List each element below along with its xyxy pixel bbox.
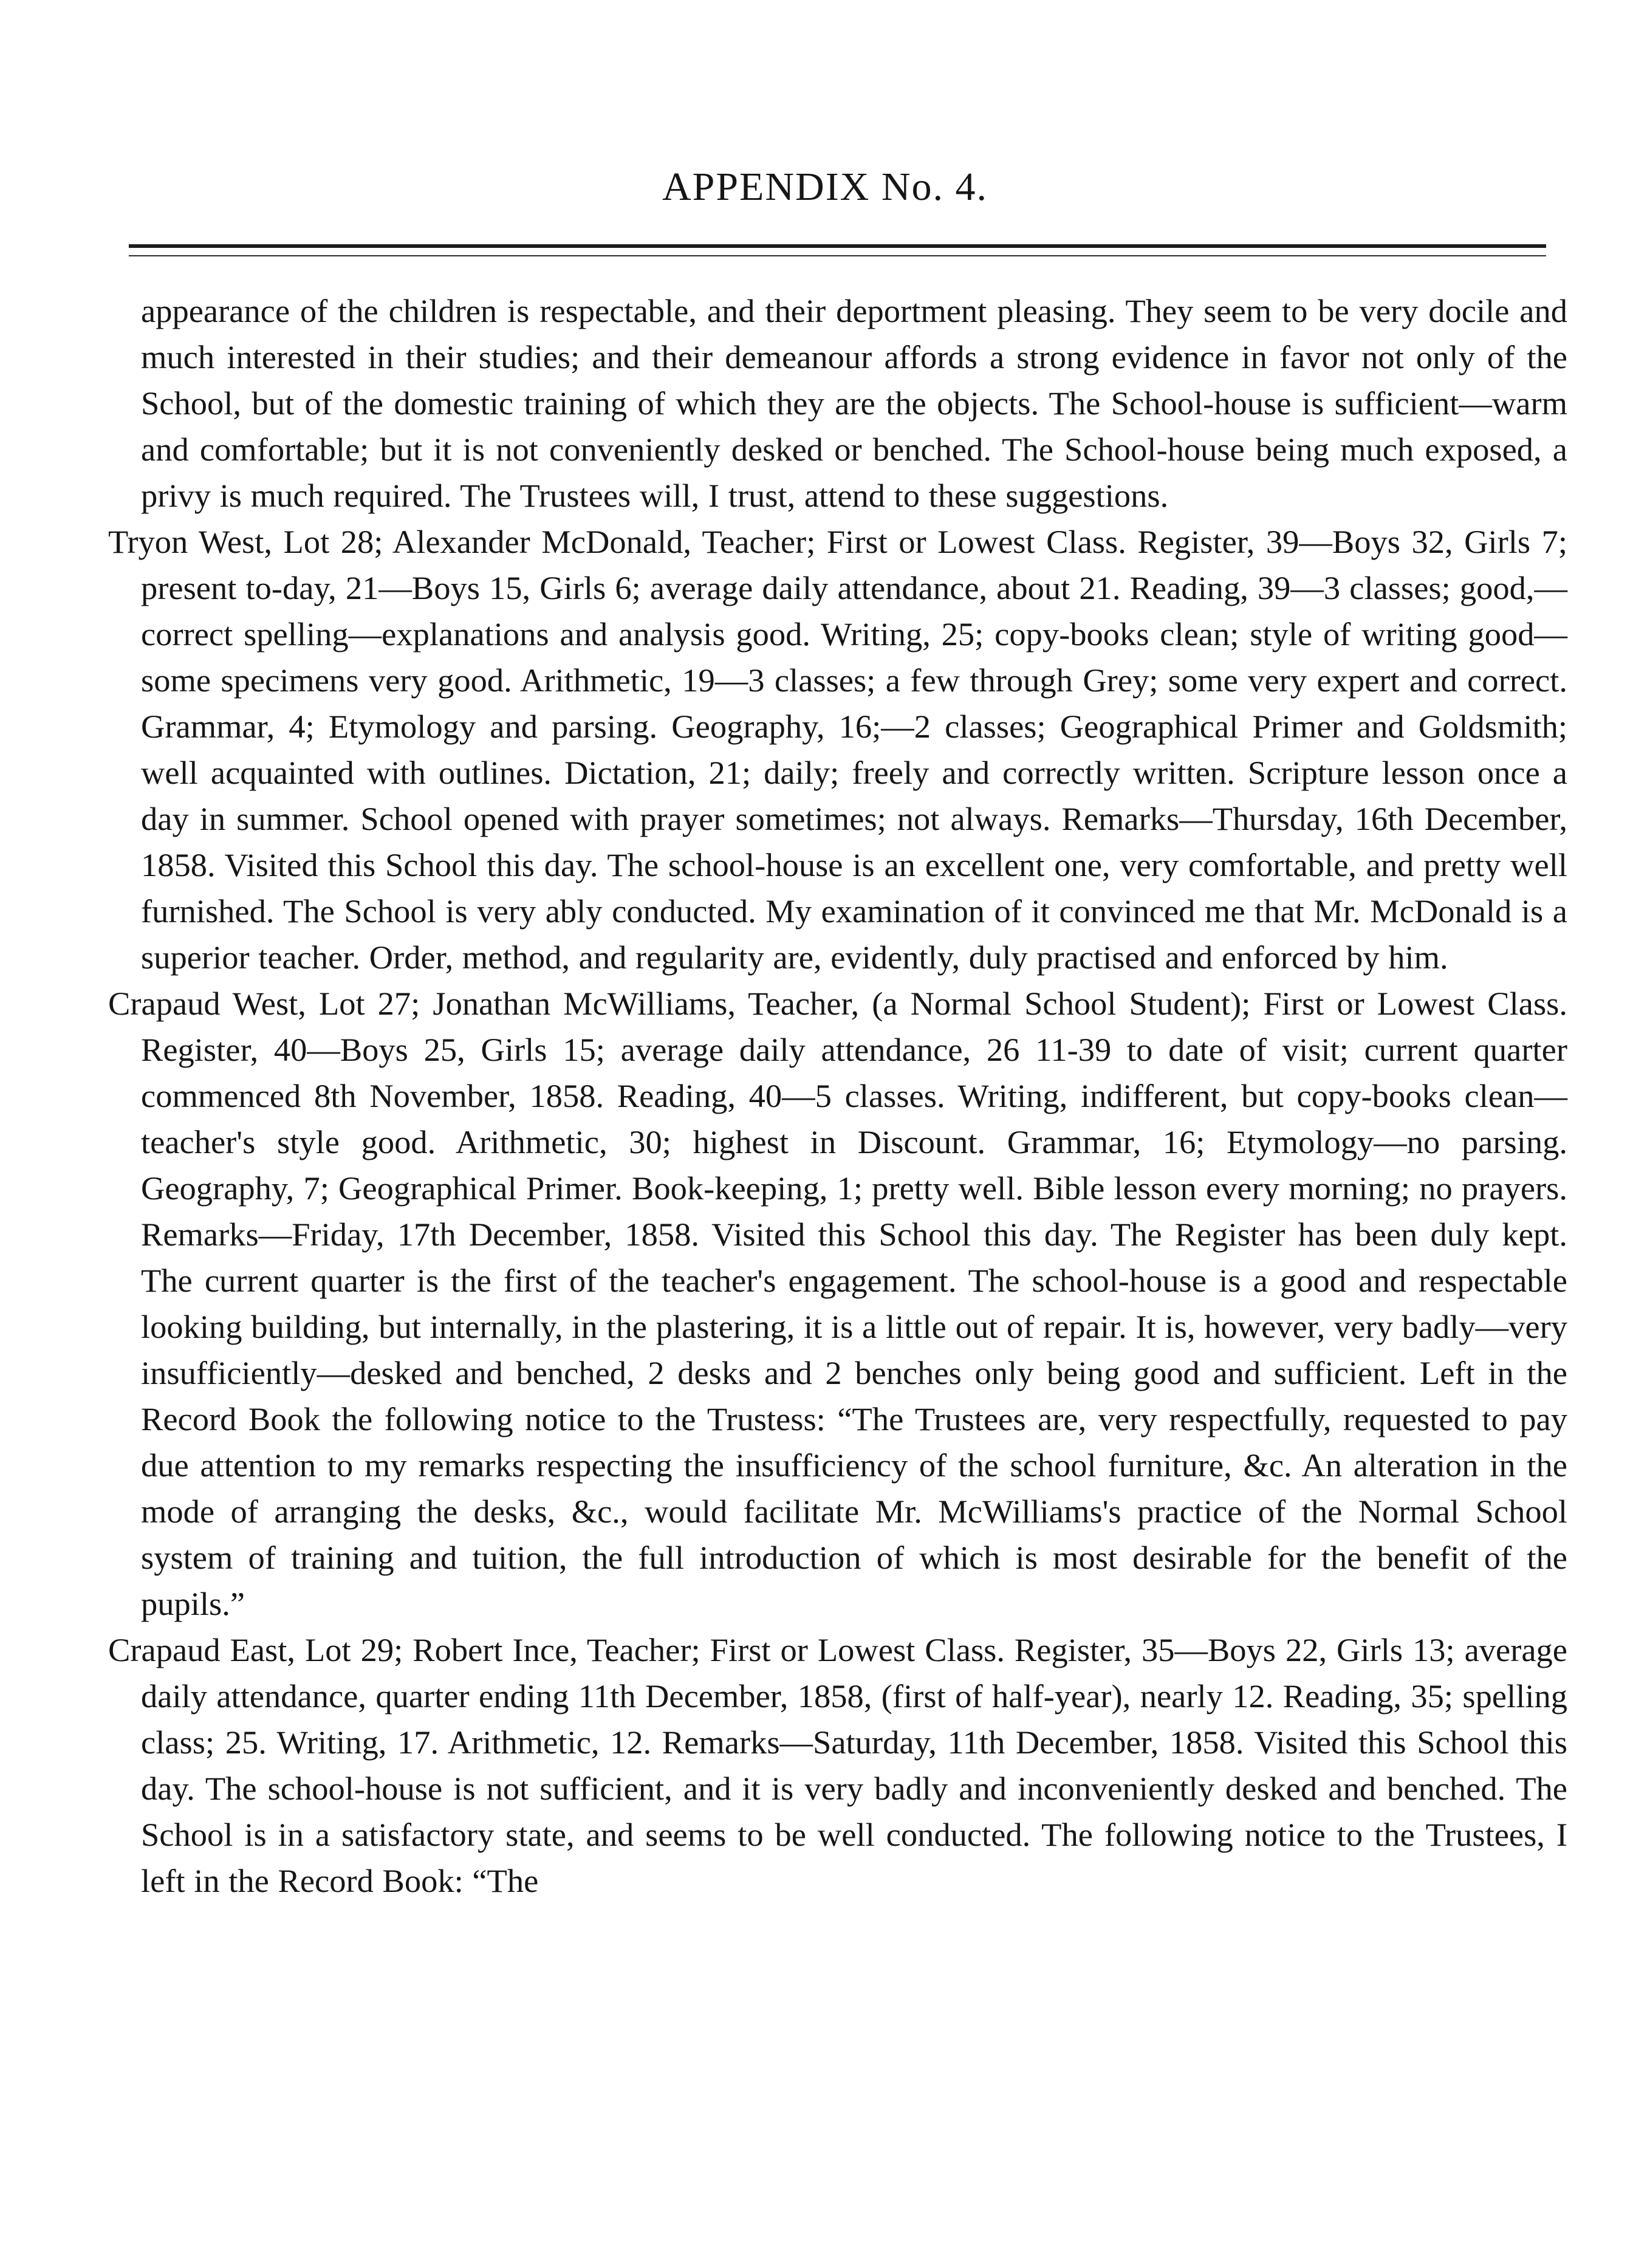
paragraph-tryon-west: Tryon West, Lot 28; Alexander McDonald, Teacher; First or Lowest Class. Register, 39—Boys 32, Girls 7; present to-day, 21—Boys 15, Girls 6; average daily attendance, about 21. Reading, 39—3 classes; good,—correct spelling—explanations and analysis good. Writing, 25; copy-books clean; style of writing good—some specimens very good. Arithmetic, 19—3 classes; a few through Grey; some very expert and correct. Grammar, 4; Etymology and parsing. Geography, 16;—2 classes; Geographical Primer and Goldsmith; well acquainted with outlines. Dictation, 21; daily; freely and correctly written. Scripture lesson once a day in summer. School opened with prayer sometimes; not always. Remarks—Thursday, 16th December, 1858. Visited this School this day. The school-house is an excellent one, very comfortable, and pretty well furnished. The School is very ably conducted. My examination of it convinced me that Mr. McDonald is a superior teacher. Order, method, and regularity are, evidently, duly practised and enforced by him. bbox=[108, 523, 1567, 976]
page-header: APPENDIX No. 4. bbox=[662, 165, 988, 209]
paragraph-crapaud-east: Crapaud East, Lot 29; Robert Ince, Teacher; First or Lowest Class. Register, 35—Boys 22, Girls 13; average daily attendance, quarter ending 11th December, 1858, (first of half-year), nearly 12. Reading, 35; spelling class; 25. Writing, 17. Arithmetic, 12. Remarks—Saturday, 11th December, 1858. Visited this School this day. The school-house is not sufficient, and it is very badly and inconveniently desked and benched. The School is in a satisfactory state, and seems to be well conducted. The following notice to the Trustees, I left in the Record Book: “The bbox=[108, 1631, 1567, 1899]
header-rule bbox=[129, 244, 1546, 248]
body-text bbox=[108, 288, 1567, 1904]
paragraph-crapaud-west: Crapaud West, Lot 27; Jonathan McWilliams, Teacher, (a Normal School Student); First or Lowest Class. Register, 40—Boys 25, Girls 15; average daily attendance, 26 11-39 to date of visit; current quarter commenced 8th November, 1858. Reading, 40—5 classes. Writing, indifferent, but copy-books clean—teacher's style good. Arithmetic, 30; highest in Discount. Grammar, 16; Etymology—no parsing. Geography, 7; Geographical Primer. Book-keeping, 1; pretty well. Bible lesson every morning; no prayers. Remarks—Friday, 17th December, 1858. Visited this School this day. The Register has been duly kept. The current quarter is the first of the teacher's engagement. The school-house is a good and respectable looking building, but internally, in the plastering, it is a little out of repair. It is, however, very badly—very insufficiently—desked and benched, 2 desks and 2 benches only being good and sufficient. Left in the Record Book the following notice to the Trustess: “The Trustees are, very respectfully, requested to pay due attention to my remarks respecting the insufficiency of the school furniture, &c. An alteration in the mode of arranging the desks, &c., would facilitate Mr. McWilliams's practice of the Normal School system of training and tuition, the full introduction of which is most desirable for the benefit of the pupils.” bbox=[108, 985, 1567, 1622]
header-rule-thin bbox=[129, 255, 1546, 256]
paragraph-continuation: appearance of the children is respectable, and their deportment pleasing. They seem to be very docile and much interested in their studies; and their demeanour affords a strong evidence in favor not only of the School, but of the domestic training of which they are the objects. The School-house is sufficient—warm and comfortable; but it is not conveniently desked or benched. The School-house being much exposed, a privy is much required. The Trustees will, I trust, attend to these suggestions. bbox=[141, 292, 1567, 514]
